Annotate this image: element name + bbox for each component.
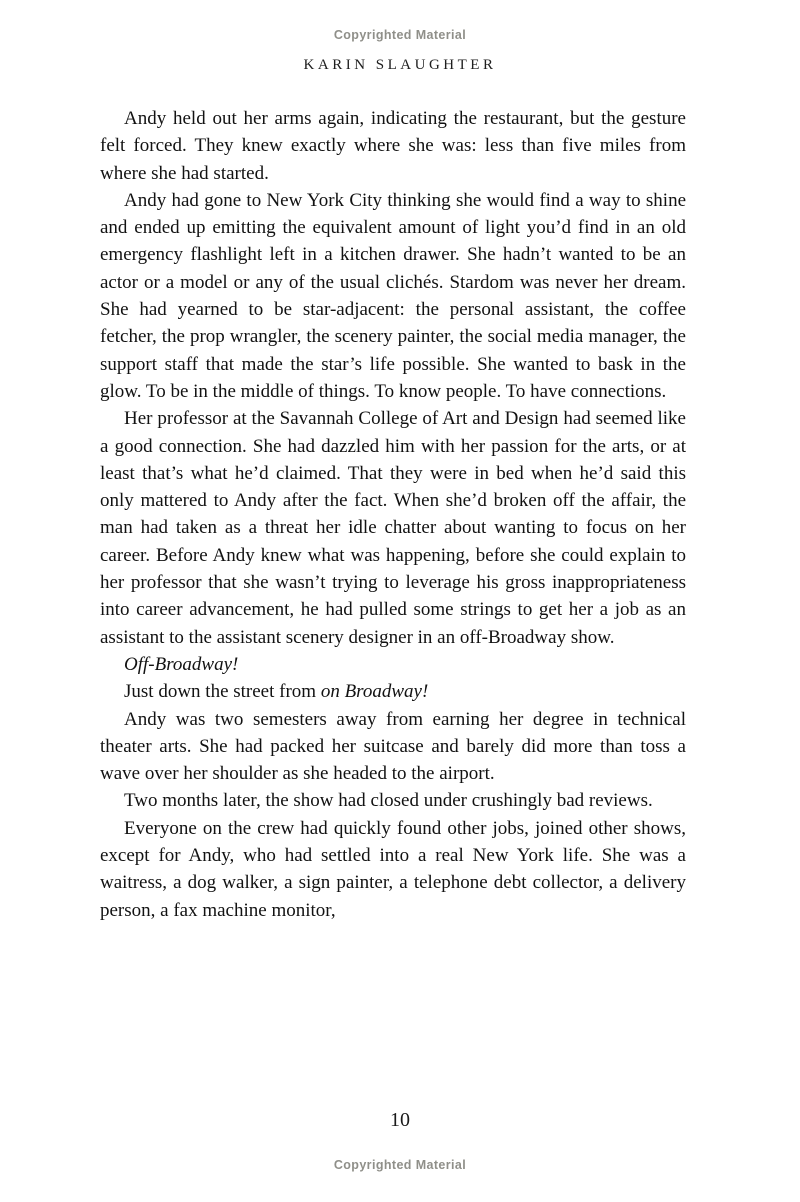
- copyright-notice-top: Copyrighted Material: [333, 28, 467, 42]
- running-header-author: KARIN SLAUGHTER: [303, 57, 497, 73]
- paragraph: [100, 678, 686, 705]
- text-segment: Andy held out her arms again, indicating the restaurant, but the gesture felt forced. They knew exactly where she was: less than five miles from where she had started.: [100, 108, 686, 184]
- italic-text-segment: on Broadway!: [320, 681, 429, 703]
- paragraph: [100, 815, 686, 924]
- paragraph: [100, 187, 686, 405]
- text-segment: Just down the street from: [124, 681, 321, 703]
- text-segment: Two months later, the show had closed under crushingly bad reviews.: [124, 790, 653, 812]
- paragraph: [100, 706, 686, 788]
- copyright-notice-bottom: Copyrighted Material: [333, 1158, 467, 1172]
- paragraph: [100, 405, 686, 651]
- body-text: [100, 105, 686, 924]
- italic-text-segment: Off-Broadway!: [124, 653, 239, 675]
- text-segment: Her professor at the Savannah College of Art and Design had seemed like a good connection. She had dazzled him with her passion for the arts, or at least that’s what he’d claimed. That they were in bed when he’d said this only mattered to Andy after the fact. When she’d broken off the affair, the man had taken as a threat her idle chatter about wanting to focus on her career. Before Andy knew what was happening, before she could explain to her professor that she wasn’t trying to leverage his gross inappropriateness into career advancement, he had pulled some strings to get her a job as an assistant to the assistant scenery designer in an off-Broadway show.: [100, 408, 686, 648]
- paragraph: [100, 651, 686, 678]
- paragraph: [100, 787, 686, 814]
- text-segment: Everyone on the crew had quickly found other jobs, joined other shows, except for Andy, who had settled into a real New York life. She was a waitress, a dog walker, a sign painter, a telephone debt collector, a delivery person, a fax machine monitor,: [100, 817, 686, 921]
- text-segment: Andy had gone to New York City thinking she would find a way to shine and ended up emitting the equivalent amount of light you’d find in an old emergency flashlight left in a kitchen drawer. She hadn’t wanted to be an actor or a model or any of the usual clichés. Stardom was never her dream. She had yearned to be star-adjacent: the personal assistant, the coffee fetcher, the prop wrangler, the scenery painter, the social media manager, the support staff that made the star’s life possible. She wanted to bask in the glow. To be in the middle of things. To know people. To have connections.: [100, 189, 686, 402]
- text-segment: Andy was two semesters away from earning her degree in technical theater arts. She had packed her suitcase and barely did more than toss a wave over her shoulder as she headed to the airport.: [100, 708, 686, 785]
- page-number: 10: [390, 1109, 410, 1131]
- paragraph: [100, 105, 686, 187]
